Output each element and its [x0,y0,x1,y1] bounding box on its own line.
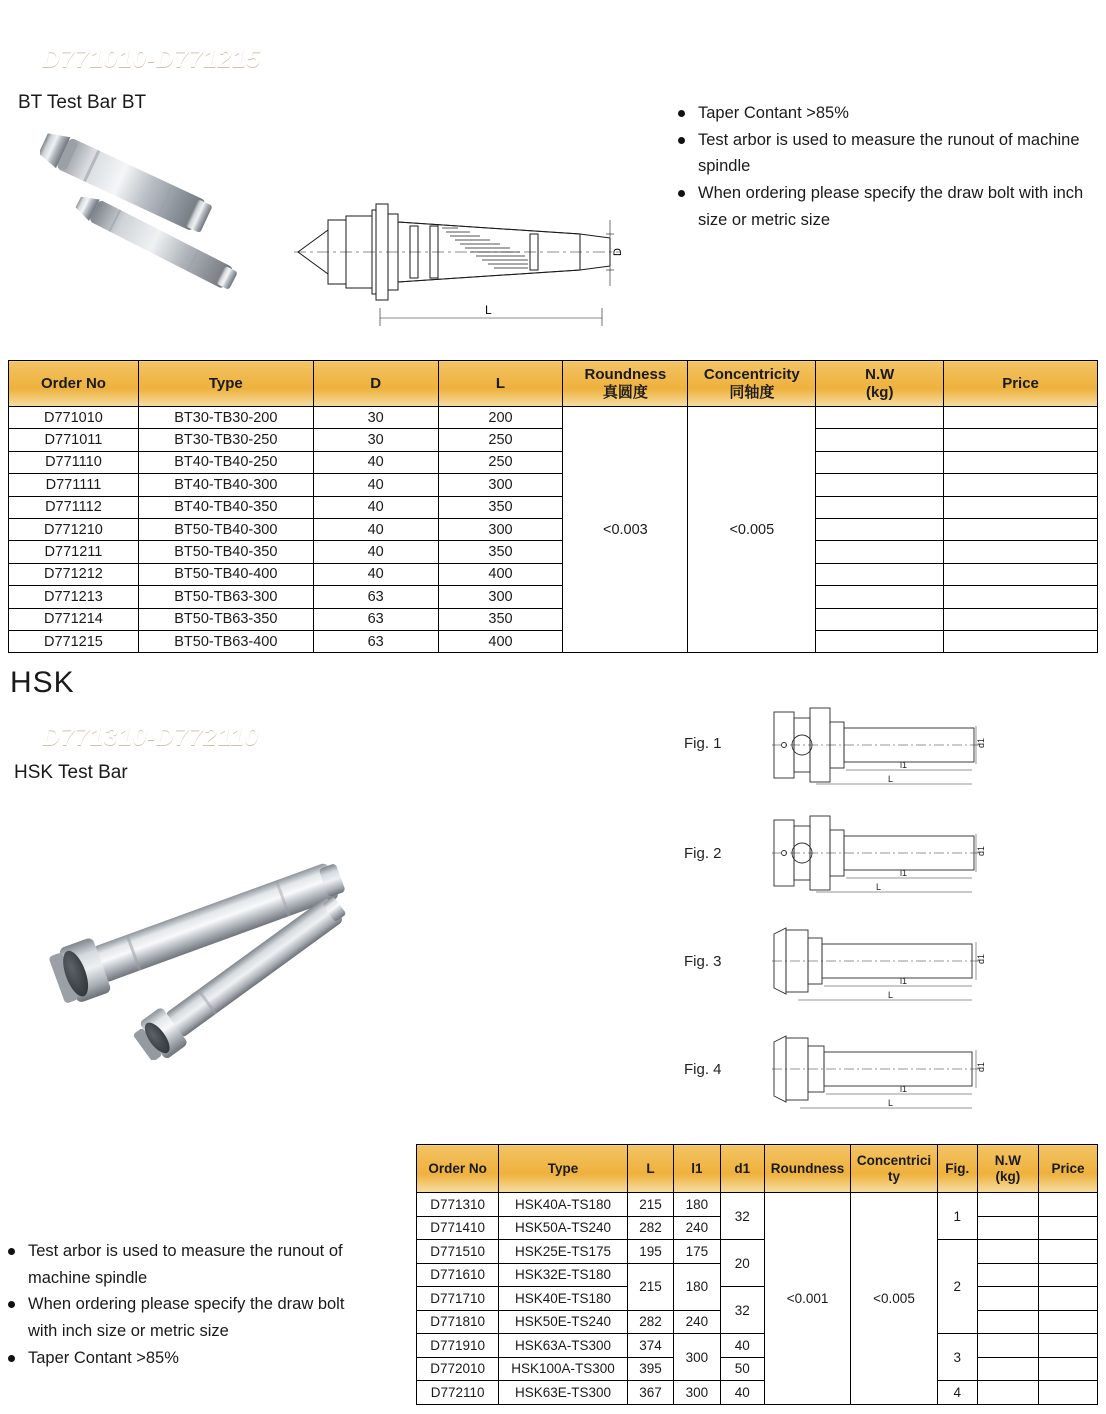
cell-l: 215 [627,1263,673,1310]
hsk-bullet-list [6,1238,376,1372]
cell-fig: 1 [937,1193,977,1240]
cell-order-no: D771310 [417,1193,499,1217]
cell-nw [816,586,944,608]
cell-d: 40 [313,563,438,585]
cell-d: 63 [313,630,438,652]
cell-type: BT50-TB63-300 [138,586,313,608]
col-l: L [438,361,563,407]
bt-spec-table [8,360,1098,653]
cell-type: HSK25E-TS175 [499,1240,628,1264]
figure-4-label: Fig. 4 [684,1061,722,1078]
section-hsk-header [0,722,345,752]
col-nw: N.W (kg) [816,361,944,407]
cell-type: HSK40E-TS180 [499,1287,628,1311]
col-price: Price [944,361,1098,407]
col-price: Price [1038,1145,1097,1193]
cell-order-no: D771213 [9,586,139,608]
cell-l: 282 [627,1310,673,1334]
col-concentricity: Concentricity 同轴度 [688,361,816,407]
cell-nw [816,451,944,473]
cell-price [944,630,1098,652]
cell-d: 40 [313,474,438,496]
bt-bullet-list [676,100,1088,234]
cell-order-no: D771710 [417,1287,499,1311]
cell-order-no: D772010 [417,1357,499,1381]
cell-fig: 3 [937,1334,977,1381]
cell-type: BT50-TB63-400 [138,630,313,652]
cell-nw [977,1357,1038,1381]
cell-price [1038,1263,1097,1287]
col-order-no: Order No [9,361,139,407]
cell-price [944,474,1098,496]
cell-order-no: D771111 [9,474,139,496]
cell-l: 350 [438,608,563,630]
cell-order-no: D771211 [9,541,139,563]
figure-3-label: Fig. 3 [684,953,722,970]
cell-nw [977,1287,1038,1311]
list-item: Test arbor is used to measure the runout of machine spindle [6,1238,376,1291]
col-roundness: Roundness 真圆度 [563,361,688,407]
cell-nw [977,1310,1038,1334]
cell-price [1038,1381,1097,1405]
list-item: When ordering please specify the draw bolt with inch size or metric size [6,1291,376,1344]
cell-type: BT40-TB40-300 [138,474,313,496]
cell-l: 400 [438,563,563,585]
col-order-no: Order No [417,1145,499,1193]
cell-l: 200 [438,407,563,429]
table-row [9,496,1098,518]
cell-l: 215 [627,1193,673,1217]
cell-order-no: D771011 [9,429,139,451]
dimension-l-label: L [485,303,492,317]
dimension-l1-label: l1 [900,1084,908,1094]
cell-price [944,451,1098,473]
col-l1: l1 [674,1145,720,1193]
table-row [9,429,1098,451]
col-nw: N.W (kg) [977,1145,1038,1193]
table-row [9,407,1098,429]
cell-roundness: <0.003 [563,407,688,653]
cell-l: 300 [438,518,563,540]
cell-nw [977,1381,1038,1405]
cell-nw [816,496,944,518]
cell-nw [816,429,944,451]
hsk-group-title: HSK [10,666,75,699]
cell-l: 250 [438,429,563,451]
cell-type: HSK50A-TS240 [499,1216,628,1240]
list-item: Taper Contant >85% [676,100,1088,127]
dimension-d1-label: d1 [976,737,986,748]
col-fig: Fig. [937,1145,977,1193]
table-row [9,563,1098,585]
cell-order-no: D772110 [417,1381,499,1405]
dimension-d1-label: d1 [976,845,986,856]
cell-d: 40 [313,541,438,563]
triangle-down-icon [8,51,34,68]
cell-l1: 240 [674,1310,720,1334]
cell-d1: 50 [720,1357,764,1381]
cell-l1: 300 [674,1381,720,1405]
list-item: Test arbor is used to measure the runout of machine spindle [676,127,1088,180]
cell-nw [977,1263,1038,1287]
cell-nw [816,541,944,563]
cell-type: BT50-TB40-300 [138,518,313,540]
cell-fig: 4 [937,1381,977,1405]
bt-technical-drawing [280,190,640,340]
cell-d: 30 [313,429,438,451]
cell-l: 250 [438,451,563,473]
table-row [9,518,1098,540]
cell-price [1038,1357,1097,1381]
col-roundness: Roundness [764,1145,850,1193]
cell-l: 374 [627,1334,673,1358]
cell-concentricity: <0.005 [688,407,816,653]
table-header-row [9,361,1098,407]
cell-nw [977,1193,1038,1217]
dimension-d1-label: d1 [976,1061,986,1072]
cell-price [1038,1287,1097,1311]
cell-d: 40 [313,496,438,518]
cell-order-no: D771510 [417,1240,499,1264]
cell-price [944,608,1098,630]
cell-price [944,429,1098,451]
cell-l: 367 [627,1381,673,1405]
cell-type: HSK40A-TS180 [499,1193,628,1217]
cell-l: 300 [438,474,563,496]
cell-l: 350 [438,541,563,563]
cell-l1: 180 [674,1263,720,1310]
dimension-l-label: L [888,1098,894,1108]
cell-nw [816,474,944,496]
table-row [9,630,1098,652]
cell-d: 40 [313,518,438,540]
col-type: Type [138,361,313,407]
cell-order-no: D771110 [9,451,139,473]
dimension-l1-label: l1 [900,760,908,770]
cell-nw [816,518,944,540]
bt-test-bar-photo [40,110,290,340]
cell-price [944,586,1098,608]
cell-type: BT40-TB40-350 [138,496,313,518]
cell-type: HSK63E-TS300 [499,1381,628,1405]
section-code-bt: D771010-D771215 [42,44,261,73]
cell-type: HSK32E-TS180 [499,1263,628,1287]
table-row [417,1193,1098,1217]
cell-l: 195 [627,1240,673,1264]
table-row [9,608,1098,630]
list-item: Taper Contant >85% [6,1345,376,1372]
dimension-l-label: L [888,990,894,1000]
cell-price [944,563,1098,585]
cell-l: 282 [627,1216,673,1240]
figure-2-label: Fig. 2 [684,845,722,862]
cell-concentricity: <0.005 [851,1193,937,1405]
cell-order-no: D771210 [9,518,139,540]
dimension-d1-label: d1 [976,953,986,964]
cell-l: 300 [438,586,563,608]
table-row [417,1381,1098,1405]
section-hsk-subtitle: HSK Test Bar [14,762,128,783]
cell-l1: 180 [674,1193,720,1217]
cell-order-no: D771910 [417,1334,499,1358]
hsk-spec-table [416,1144,1098,1405]
table-row [9,586,1098,608]
cell-l: 395 [627,1357,673,1381]
hsk-figure-block [666,700,1096,1130]
cell-l: 400 [438,630,563,652]
cell-d1: 32 [720,1193,764,1240]
cell-type: HSK50E-TS240 [499,1310,628,1334]
cell-d: 30 [313,407,438,429]
section-bt-subtitle: BT Test Bar BT [18,92,147,113]
table-row [9,541,1098,563]
cell-order-no: D771810 [417,1310,499,1334]
section-bt-header [0,44,345,74]
cell-type: BT30-TB30-250 [138,429,313,451]
cell-nw [816,630,944,652]
cell-nw [816,407,944,429]
dimension-l1-label: l1 [900,976,908,986]
cell-price [1038,1240,1097,1264]
cell-nw [977,1240,1038,1264]
cell-nw [977,1334,1038,1358]
cell-order-no: D771215 [9,630,139,652]
cell-order-no: D771410 [417,1216,499,1240]
table-row [9,474,1098,496]
cell-price [944,541,1098,563]
cell-l1: 300 [674,1334,720,1381]
cell-price [1038,1193,1097,1217]
bt-spec-table-wrapper [8,360,1098,653]
table-row [417,1240,1098,1264]
cell-l1: 240 [674,1216,720,1240]
cell-type: BT50-TB63-350 [138,608,313,630]
hsk-test-bar-photo [30,810,410,1060]
cell-d1: 20 [720,1240,764,1287]
cell-type: BT40-TB40-250 [138,451,313,473]
cell-price [1038,1310,1097,1334]
cell-fig: 2 [937,1240,977,1334]
cell-l: 350 [438,496,563,518]
col-type: Type [499,1145,628,1193]
cell-d: 40 [313,451,438,473]
cell-nw [977,1216,1038,1240]
triangle-down-icon [8,729,34,746]
cell-price [1038,1216,1097,1240]
list-item: When ordering please specify the draw bolt with inch size or metric size [676,180,1088,233]
cell-d1: 40 [720,1381,764,1405]
dimension-d-label: D [612,248,624,256]
cell-type: BT50-TB40-350 [138,541,313,563]
table-row [9,451,1098,473]
table-header-row [417,1145,1098,1193]
cell-nw [816,563,944,585]
cell-order-no: D771010 [9,407,139,429]
cell-type: HSK100A-TS300 [499,1357,628,1381]
dimension-l-label: L [888,774,894,784]
col-d1: d1 [720,1145,764,1193]
cell-price [944,496,1098,518]
figure-1-label: Fig. 1 [684,735,722,752]
cell-d1: 32 [720,1287,764,1334]
cell-order-no: D771212 [9,563,139,585]
col-concentricity: Concentrici ty [851,1145,937,1193]
cell-order-no: D771214 [9,608,139,630]
cell-d: 63 [313,586,438,608]
cell-price [1038,1334,1097,1358]
cell-d1: 40 [720,1334,764,1358]
cell-type: BT50-TB40-400 [138,563,313,585]
col-d: D [313,361,438,407]
hsk-spec-table-wrapper [416,1144,1098,1405]
cell-order-no: D771112 [9,496,139,518]
dimension-l-label: L [876,882,882,892]
table-row [417,1334,1098,1358]
cell-type: HSK63A-TS300 [499,1334,628,1358]
cell-price [944,407,1098,429]
col-l: L [627,1145,673,1193]
section-code-hsk: D771310-D772110 [42,722,259,751]
table-row [417,1287,1098,1311]
table-row [417,1357,1098,1381]
dimension-l1-label: l1 [900,868,908,878]
cell-nw [816,608,944,630]
cell-order-no: D771610 [417,1263,499,1287]
cell-d: 63 [313,608,438,630]
cell-type: BT30-TB30-200 [138,407,313,429]
cell-price [944,518,1098,540]
cell-roundness: <0.001 [764,1193,850,1405]
cell-l1: 175 [674,1240,720,1264]
